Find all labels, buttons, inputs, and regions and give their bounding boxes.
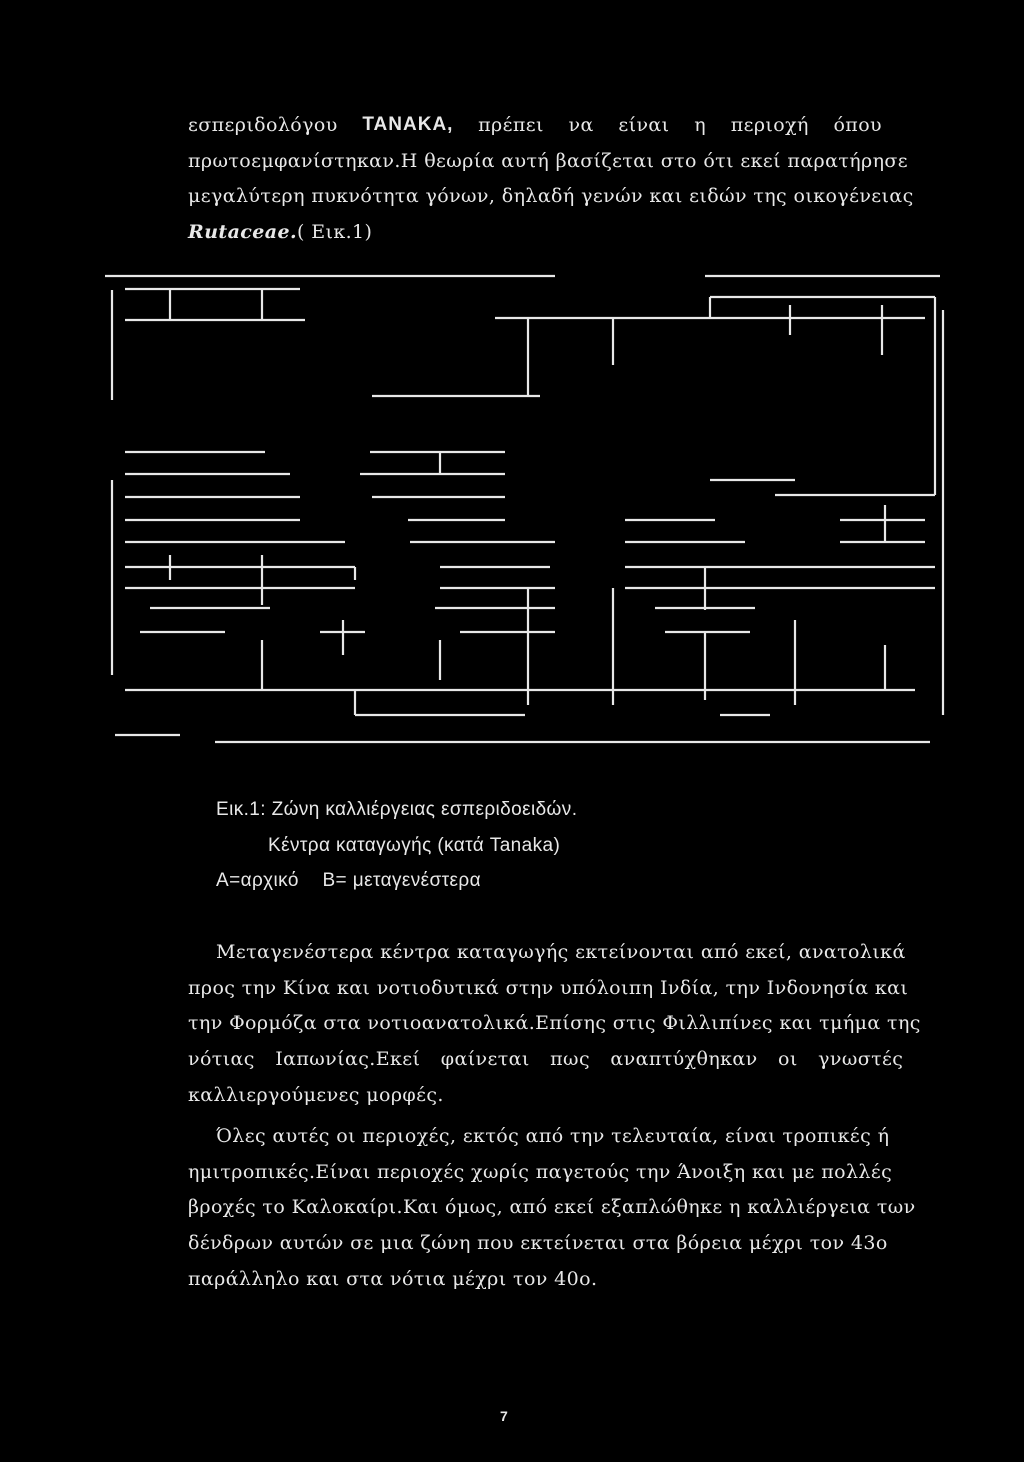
- family-name: Rutaceae.: [188, 221, 297, 243]
- body-p2-line-3: βροχές το Καλοκαίρι.Και όμως, από εκεί εξαπλώθηκε η καλλιέργεια των: [188, 1196, 916, 1218]
- page-number: 7: [500, 1408, 508, 1424]
- intro-word: εσπεριδολόγου: [188, 114, 338, 136]
- figure-caption-title: Εικ.1: Ζώνη καλλιέργειας εσπεριδοειδών.: [216, 799, 578, 820]
- body-p2-line-2: ημιτροπικές.Είναι περιοχές χωρίς παγετούς την Άνοιξη και με πολλές: [188, 1161, 893, 1183]
- body-p2-line-1: Όλες αυτές οι περιοχές, εκτός από την τελευταία, είναι τροπικές ή: [216, 1125, 890, 1147]
- intro-line-2: πρωτοεμφανίστηκαν.Η θεωρία αυτή βασίζεται στο ότι εκεί παρατήρησε: [188, 150, 909, 172]
- body-p1-line-4-text: νότιας Ιαπωνίας.Εκεί φαίνεται πως αναπτύχθηκαν οι γνωστές: [188, 1048, 904, 1070]
- intro-word: να: [568, 114, 594, 136]
- body-p1-line-4: [188, 1047, 904, 1071]
- intro-word: όπου: [833, 114, 882, 136]
- intro-line-4: [188, 220, 372, 244]
- intro-word: είναι: [618, 114, 670, 136]
- figure-reference: ( Εικ.1): [296, 221, 373, 243]
- body-p2-line-4: δένδρων αυτών σε μια ζώνη που εκτείνεται στα βόρεια μέχρι τον 43ο: [188, 1232, 888, 1254]
- intro-line-3: μεγαλύτερη πυκνότητα γόνων, δηλαδή γενών και ειδών της οικογένειας: [188, 185, 914, 207]
- body-p2-line-5: παράλληλο και στα νότια μέχρι τον 40ο.: [188, 1268, 598, 1290]
- intro-word: πρέπει: [478, 114, 544, 136]
- intro-word: περιοχή: [730, 114, 809, 136]
- figure-caption-legend: [216, 869, 481, 893]
- intro-word: η: [694, 114, 706, 136]
- author-name: TANAKA,: [362, 114, 454, 135]
- body-p1-line-5: καλλιεργούμενες μορφές.: [188, 1084, 444, 1106]
- legend-a: A=αρχικό: [216, 870, 299, 891]
- intro-line-1: [188, 113, 882, 137]
- body-p1-line-2: προς την Κίνα και νοτιοδυτικά στην υπόλοιπη Ινδία, την Ινδονησία και: [188, 977, 909, 999]
- legend-b: B= μεταγενέστερα: [322, 870, 482, 891]
- body-p1-line-3: την Φορμόζα στα νοτιοανατολικά.Επίσης στις Φιλλιπίνες και τμήμα της: [188, 1012, 921, 1034]
- figure-lines: [105, 276, 943, 742]
- figure-caption-subtitle: Κέντρα καταγωγής (κατά Tanaka): [268, 835, 561, 856]
- body-p1-line-1: Μεταγενέστερα κέντρα καταγωγής εκτείνονται από εκεί, ανατολικά: [216, 941, 906, 963]
